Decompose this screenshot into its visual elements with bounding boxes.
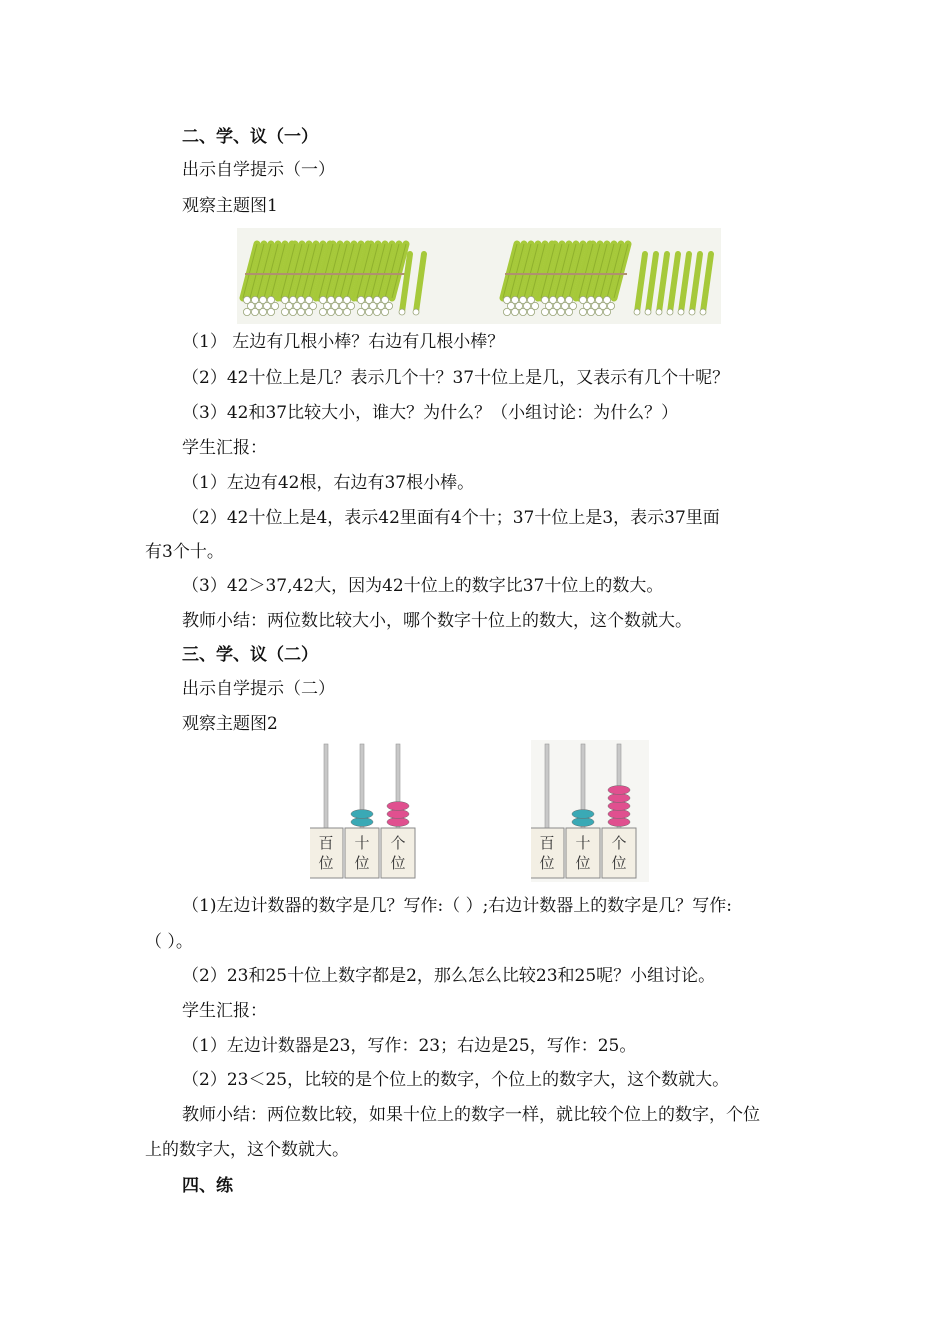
abacus-bead (387, 810, 409, 819)
section2-answer-1: （1）左边有42根，右边有37根小棒。 (182, 473, 475, 493)
sticks-figure (237, 228, 721, 324)
abacus-label-bottom: 位 (390, 854, 406, 872)
section3-summary-2: 上的数字大，这个数就大。 (145, 1140, 349, 1160)
section2-heading: 二、学、议（一） (182, 127, 318, 147)
section2-observe: 观察主题图1 (182, 196, 278, 216)
abacus-left (310, 740, 422, 882)
abacus-label-top: 百 (539, 834, 555, 852)
abacus-label-top: 十 (354, 834, 370, 852)
section2-answer-2-cont: 有3个十。 (145, 542, 224, 562)
section3-heading: 三、学、议（二） (182, 645, 318, 665)
section2-prompt: 出示自学提示（一） (182, 160, 335, 180)
abacus-right (531, 740, 649, 882)
section3-answer-1: （1）左边计数器是23，写作：23；右边是25，写作：25。 (182, 1036, 637, 1056)
section2-answer-2: （2）42十位上是4，表示42里面有4个十；37十位上是3，表示37里面 (182, 508, 720, 528)
abacus-label-bottom: 位 (539, 854, 555, 872)
section3-question-2: （2）23和25十位上数字都是2，那么怎么比较23和25呢？小组讨论。 (182, 966, 716, 986)
section2-question-3: （3）42和37比较大小，谁大？为什么？（小组讨论：为什么？） (182, 403, 679, 423)
abacus-bead (351, 810, 373, 819)
abacus-label-top: 个 (390, 834, 406, 852)
abacus-bead (608, 810, 630, 819)
abacus-label-bottom: 位 (318, 854, 334, 872)
abacus-label-top: 十 (575, 834, 591, 852)
section3-summary-1: 教师小结：两位数比较，如果十位上的数字一样，就比较个位上的数字，个位 (182, 1105, 760, 1125)
abacus-rod (324, 744, 328, 828)
section3-prompt: 出示自学提示（二） (182, 679, 335, 699)
section3-report-label: 学生汇报： (182, 1001, 267, 1021)
abacus-label-top: 个 (611, 834, 627, 852)
section2-question-2: （2）42十位上是几？表示几个十？37十位上是几，又表示有几个十呢？ (182, 368, 730, 388)
abacus-bead (608, 818, 630, 827)
section3-question-1: （1)左边计数器的数字是几？写作:（ ）;右边计数器上的数字是几？写作: (182, 896, 733, 916)
section2-answer-3: （3）42＞37,42大，因为42十位上的数字比37十位上的数大。 (182, 576, 664, 596)
abacus-bead (608, 786, 630, 795)
abacus-bead (572, 810, 594, 819)
abacus-label-bottom: 位 (575, 854, 591, 872)
abacus-label-bottom: 位 (611, 854, 627, 872)
abacus-bead (387, 802, 409, 811)
abacus-bead (387, 818, 409, 827)
section3-question-1-cont: （ ）。 (145, 932, 193, 952)
abacus-rod (545, 744, 549, 828)
section2-report-label: 学生汇报： (182, 438, 267, 458)
abacus-label-top: 百 (318, 834, 334, 852)
abacus-bead (608, 802, 630, 811)
abacus-bead (351, 818, 373, 827)
abacus-bead (572, 818, 594, 827)
section3-answer-2: （2）23＜25，比较的是个位上的数字，个位上的数字大，这个数就大。 (182, 1070, 730, 1090)
section3-observe: 观察主题图2 (182, 714, 278, 734)
section2-summary: 教师小结：两位数比较大小，哪个数字十位上的数大，这个数就大。 (182, 611, 692, 631)
abacus-label-bottom: 位 (354, 854, 370, 872)
section2-question-1: （1） 左边有几根小棒？右边有几根小棒？ (182, 332, 505, 352)
abacus-bead (608, 794, 630, 803)
section4-heading: 四、练 (182, 1176, 233, 1196)
